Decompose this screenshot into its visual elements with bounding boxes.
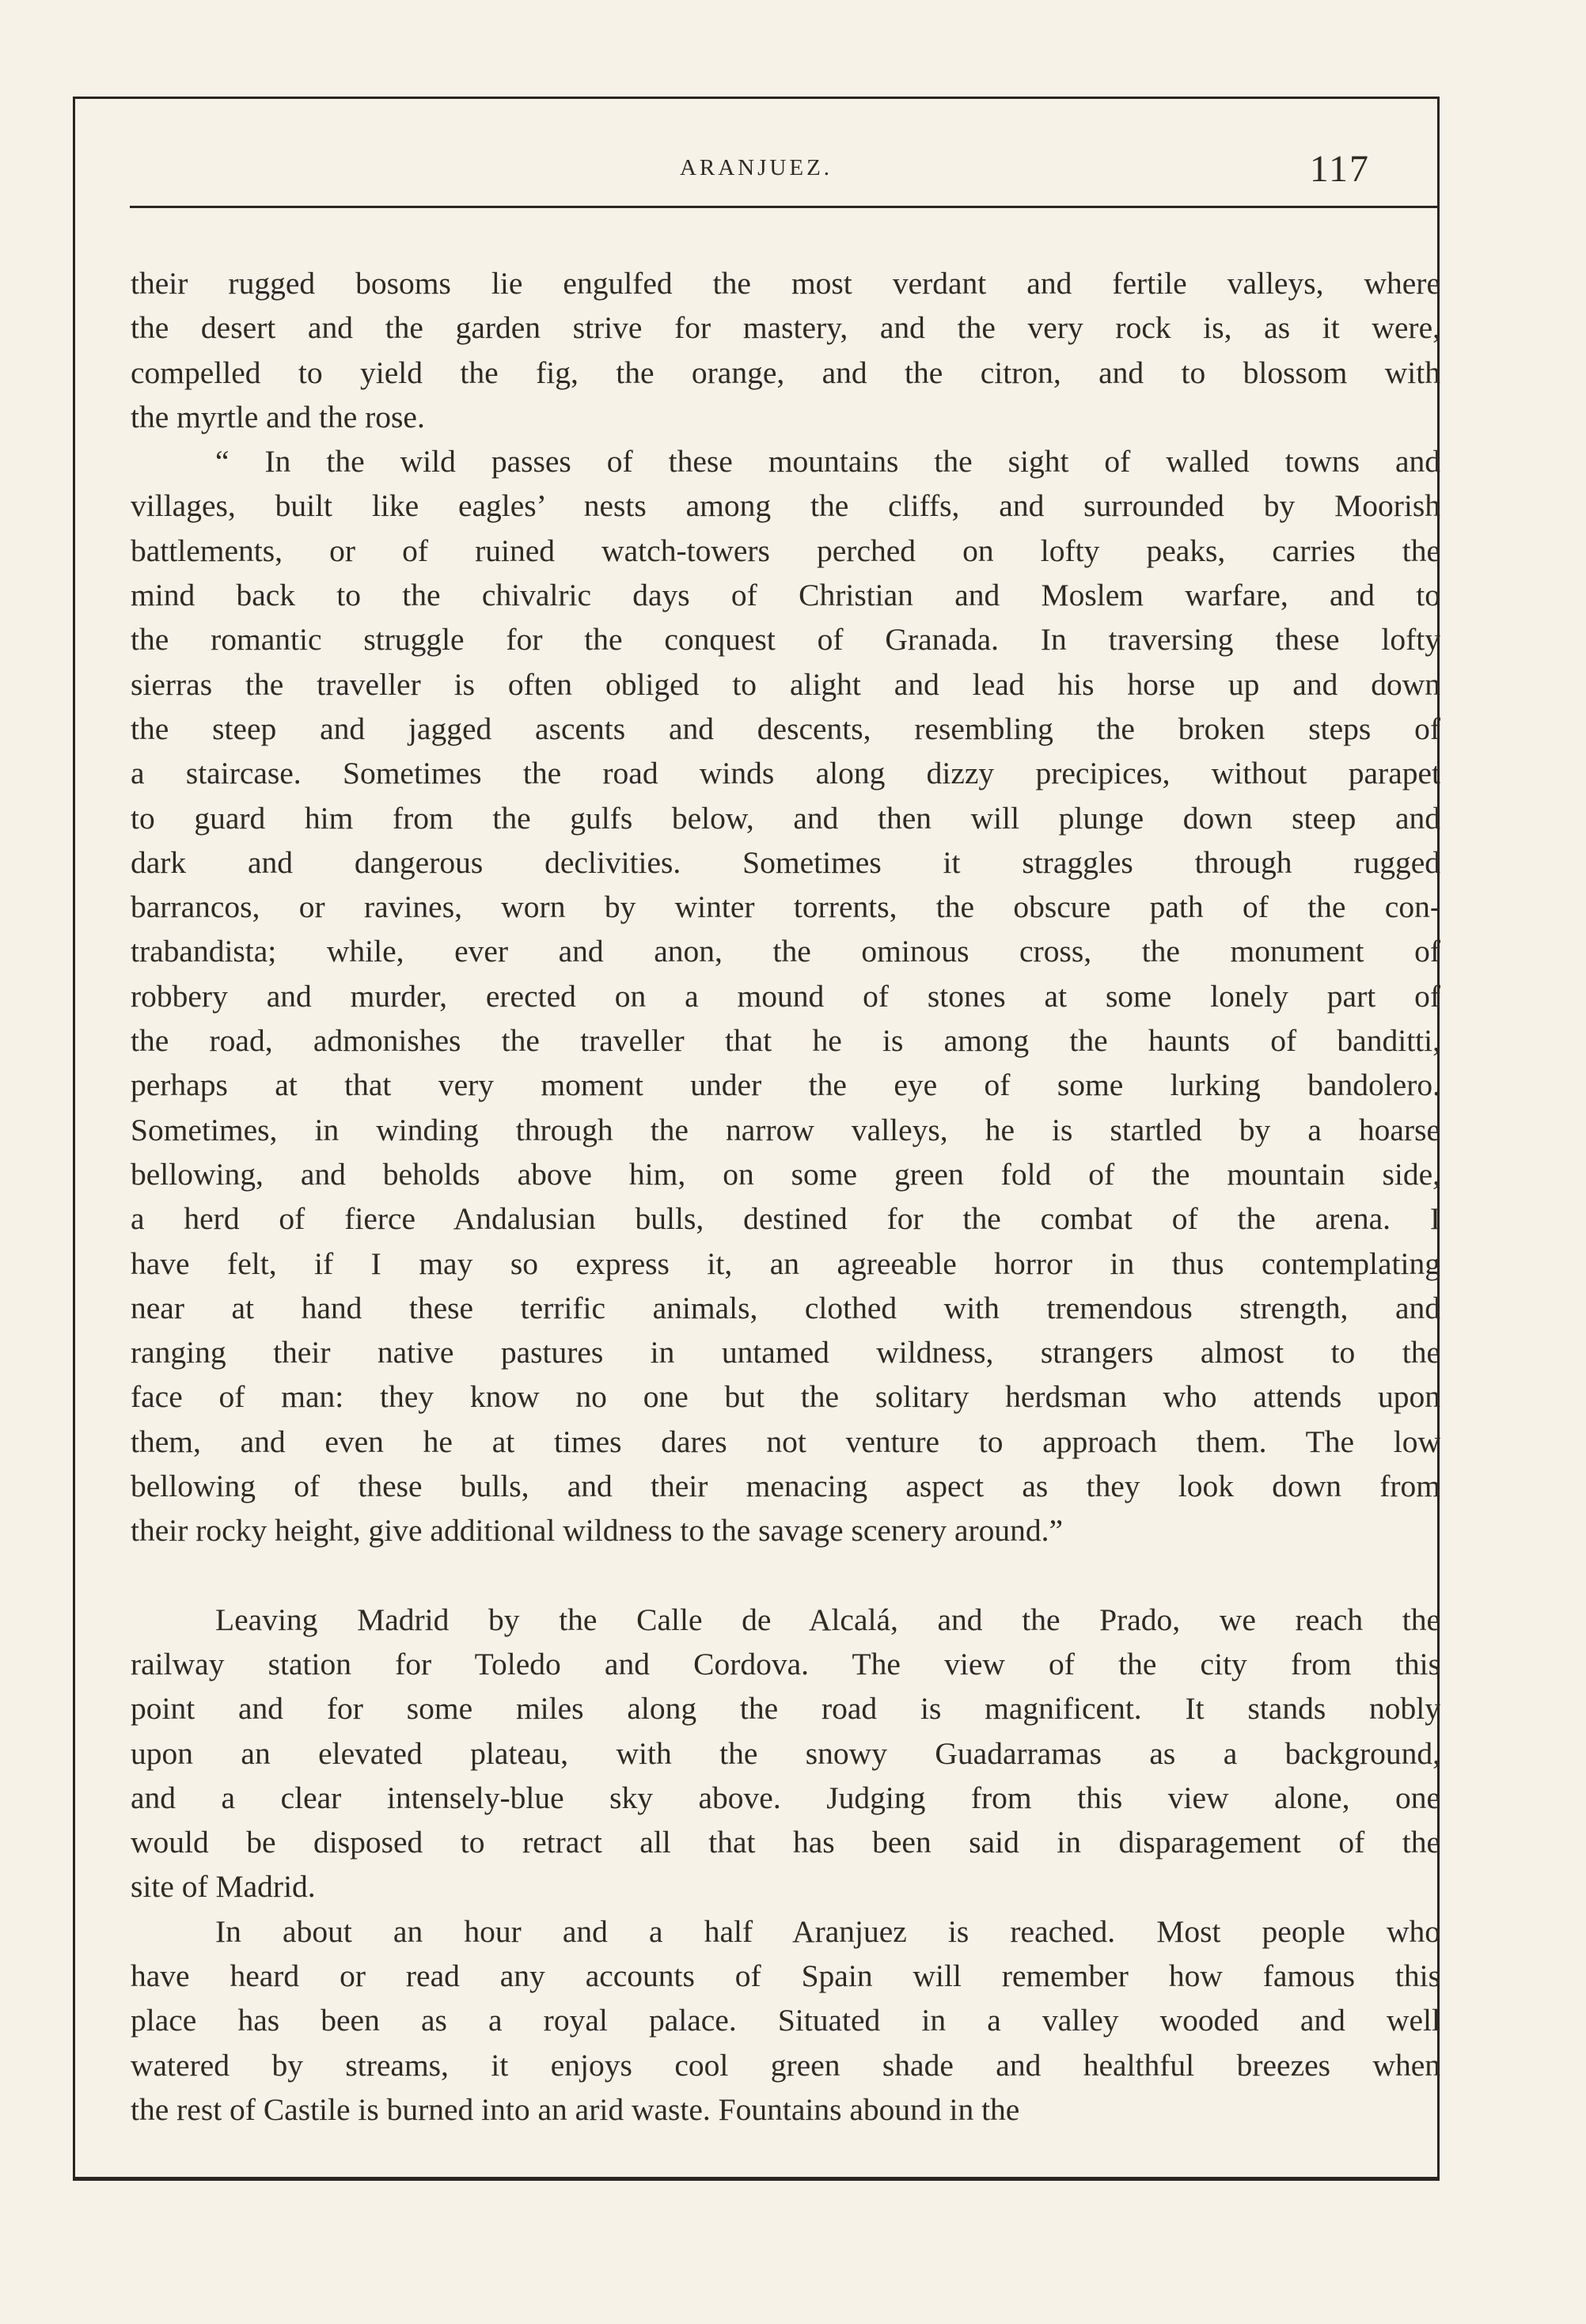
text-line: face of man: they know no one but the solitary herdsman who attends upon: [131, 1379, 1440, 1415]
text-line: near at hand these terrific animals, clothed with tremendous strength, and: [131, 1290, 1440, 1325]
text-line: Leaving Madrid by the Calle de Alcalá, and the Prado, we reach the: [215, 1602, 1440, 1637]
text-line: trabandista; while, ever and anon, the ominous cross, the monument of: [131, 934, 1440, 969]
text-line: railway station for Toledo and Cordova. The view of the city from this: [131, 1646, 1440, 1681]
text-line: In about an hour and a half Aranjuez is reached. Most people who: [215, 1913, 1440, 1949]
text-line: have felt, if I may so express it, an agreeable horror in thus contemplating: [131, 1245, 1440, 1281]
page-number: 117: [1309, 148, 1370, 190]
text-line: the myrtle and the rose.: [131, 399, 425, 434]
text-line: Sometimes, in winding through the narrow valleys, he is startled by a hoarse: [131, 1112, 1440, 1147]
text-line: compelled to yield the fig, the orange, and the citron, and to blossom with: [131, 354, 1440, 390]
paragraph-mountain-valleys: [131, 261, 1440, 439]
text-line: point and for some miles along the road is magnificent. It stands nobly: [131, 1691, 1440, 1727]
text-line: would be disposed to retract all that has been said in disparagement of the: [131, 1825, 1440, 1860]
text-line: the road, admonishes the traveller that he is among the haunts of banditti,: [131, 1023, 1440, 1059]
text-line: barrancos, or ravines, worn by winter torrents, the obscure path of the con-: [131, 889, 1440, 925]
text-line: robbery and murder, erected on a mound of stones at some lonely part of: [131, 978, 1440, 1014]
text-line: the romantic struggle for the conquest of Granada. In traversing these lofty: [131, 622, 1440, 658]
text-line: villages, built like eagles’ nests among the cliffs, and surrounded by Moorish: [131, 488, 1440, 524]
text-line: their rocky height, give additional wildness to the savage scenery around.”: [131, 1513, 1064, 1549]
text-line: dark and dangerous declivities. Sometimes it straggles through rugged: [131, 844, 1440, 880]
text-line: site of Madrid.: [131, 1869, 316, 1905]
text-line: perhaps at that very moment under the eye of some lurking bandolero.: [131, 1067, 1440, 1103]
text-line: bellowing, and beholds above him, on some green fold of the mountain side,: [131, 1156, 1440, 1192]
paragraph-gap: [131, 1553, 1440, 1598]
text-line: ranging their native pastures in untamed wildness, strangers almost to the: [131, 1335, 1440, 1371]
text-line: them, and even he at times dares not venture to approach them. The low: [131, 1424, 1440, 1459]
text-line: battlements, or of ruined watch-towers perched on lofty peaks, carries the: [131, 533, 1440, 568]
body-text: [131, 261, 1440, 2132]
text-line: sierras the traveller is often obliged to alight and lead his horse up and down: [131, 666, 1440, 702]
text-line: and a clear intensely-blue sky above. Judging from this view alone, one: [131, 1780, 1440, 1815]
text-line: to guard him from the gulfs below, and then will plunge down steep and: [131, 800, 1440, 836]
text-line: the rest of Castile is burned into an arid waste. Fountains abound in the: [131, 2091, 1020, 2127]
text-line: the desert and the garden strive for mastery, and the very rock is, as it were,: [131, 310, 1440, 346]
text-line: upon an elevated plateau, with the snowy Guadarramas as a background,: [131, 1735, 1440, 1771]
text-line: place has been as a royal palace. Situated in a valley wooded and well: [131, 2003, 1440, 2038]
text-line: bellowing of these bulls, and their menacing aspect as they look down from: [131, 1469, 1440, 1504]
page-header: [73, 147, 1440, 210]
text-line: a staircase. Sometimes the road winds along dizzy precipices, without parapet: [131, 756, 1440, 791]
text-line: have heard or read any accounts of Spain will remember how famous this: [131, 1958, 1440, 1993]
text-line: mind back to the chivalric days of Christian and Moslem warfare, and to: [131, 578, 1440, 613]
text-line: the steep and jagged ascents and descents, resembling the broken steps of: [131, 711, 1440, 746]
paragraph-aranjuez: [131, 1909, 1440, 2132]
text-line: a herd of fierce Andalusian bulls, destined for the combat of the arena. I: [131, 1201, 1440, 1237]
running-head: ARANJUEZ.: [679, 155, 833, 180]
paragraph-leaving-madrid: [131, 1598, 1440, 1909]
text-line: “ In the wild passes of these mountains the sight of walled towns and: [215, 444, 1440, 480]
text-line: watered by streams, it enjoys cool green shade and healthful breezes when: [131, 2047, 1440, 2083]
header-rule: [130, 206, 1440, 208]
paragraph-wild-passes-quote: [131, 439, 1440, 1552]
text-line: their rugged bosoms lie engulfed the most verdant and fertile valleys, where: [131, 266, 1440, 301]
